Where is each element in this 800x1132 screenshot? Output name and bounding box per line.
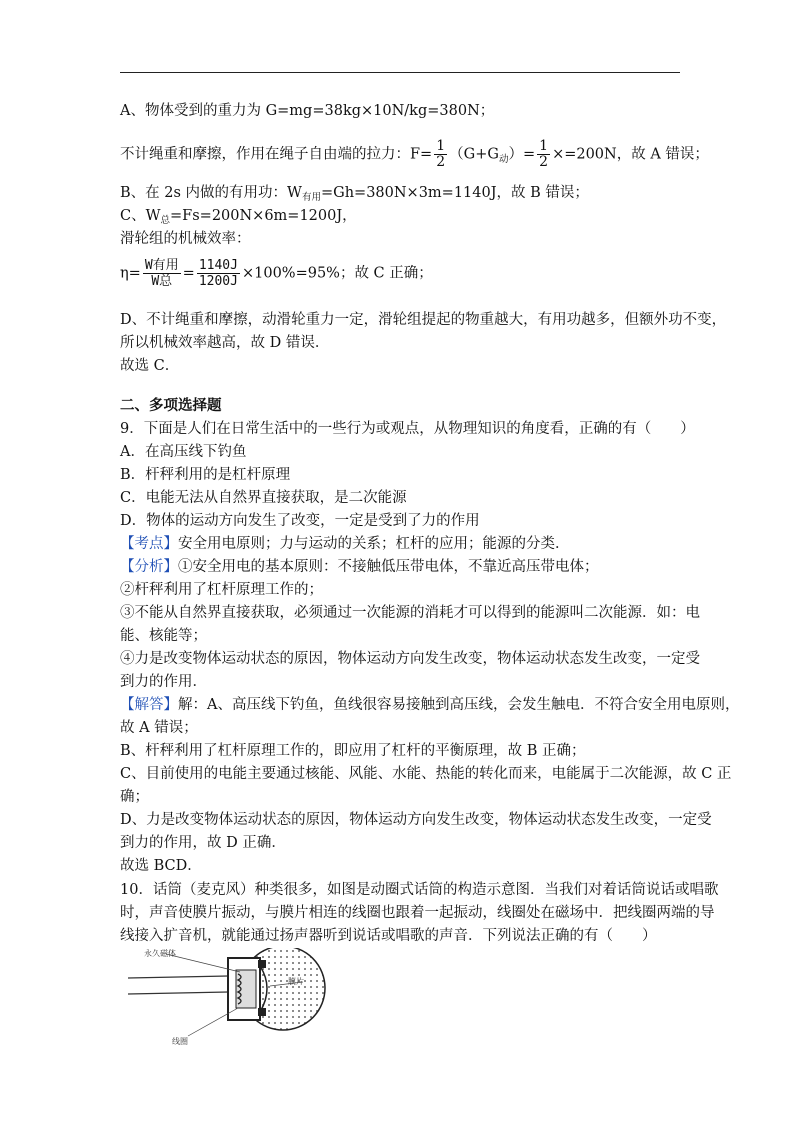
solution-line-a: A、物体受到的重力为 G=mg=38kg×10N/kg=380N； [120,103,495,119]
fraction-half-2: $\frac{1}{2}$ [539,138,549,170]
question-10-line-2: 时，声音使膜片振动，与膜片相连的线圈也跟着一起振动，线圈处在磁场中．把线圈两端的导 [120,905,715,921]
microphone-diagram [128,948,328,1048]
jieda-line-2: 故 A 错误； [120,720,198,736]
solution-answer: 故选 C． [120,358,180,374]
jieda-answer: 故选 BCD． [120,858,202,874]
header-rule [120,72,680,73]
jieda-line-6: D、力是改变物体运动状态的原因，物体运动方向发生改变，物体运动状态发生改变，一定受 [120,812,712,828]
kaodian-line: 【考点】安全用电原则；力与运动的关系；杠杆的应用；能源的分类． [120,536,570,552]
fenxi-line-6: 到力的作用． [120,674,207,690]
question-9: 9．下面是人们在日常生活中的一些行为或观点，从物理知识的角度看，正确的有（ ） [120,421,695,437]
solution-line-b: B、在 2s 内做的有用功：$W_{有用}=Gh=380N\times 3m=1140J$，故 B 错误； [120,185,589,203]
coil-leader-line [188,1008,238,1036]
fenxi-tag: 【分析】 [120,559,178,575]
solution-line-force: 不计绳重和摩擦，作用在绳子自由端的拉力：F= $\frac{1}{2}$ $(G+G_动)=$ $\frac{1}{2}$ ×=200N，故 A 错误； [120,138,709,170]
option-b: B．杆秤利用的是杠杆原理 [120,467,291,483]
housing-corner-top [258,960,266,968]
section-heading: 二、多项选择题 [120,398,222,414]
solution-line-d1: D、不计绳重和摩擦，动滑轮重力一定，滑轮组提起的物重越大，有用功越多，但额外功不变， [120,312,727,328]
permanent-magnet [236,970,256,1008]
jieda-line-3: B、杆秤利用了杠杆原理工作的，即应用了杠杆的平衡原理，故 B 正确； [120,743,586,759]
question-10-line-1: 10．话筒（麦克风）种类很多，如图是动圈式话筒的构造示意图．当我们对着话筒说话或唱歌 [120,882,719,898]
coil-label: 线圈 [172,1037,188,1046]
jieda-line-5: 确； [120,789,149,805]
question-10-line-3: 线接入扩音机，就能通过扬声器听到说话或唱歌的声音．下列说法正确的有（ ） [120,928,657,944]
fraction-half-1: $\frac{1}{2}$ [436,138,446,170]
fenxi-line-4: 能、核能等； [120,628,207,644]
solution-line-d2: 所以机械效率越高，故 D 错误． [120,335,330,351]
option-c: C．电能无法从自然界直接获取，是二次能源 [120,490,407,506]
fenxi-line-2: ②杆秤利用了杠杆原理工作的； [120,582,323,598]
jieda-line-4: C、目前使用的电能主要通过核能、风能、水能、热能的转化而来，电能属于二次能源，故 C 正 [120,766,732,782]
housing-corner-bottom [258,1008,266,1016]
fenxi-line-1: 【分析】①安全用电的基本原则：不接触低压带电体，不靠近高压带电体； [120,559,599,575]
membrane-label: 膜片 [288,977,304,986]
handle-bottom-edge [128,992,228,994]
efficiency-heading: 滑轮组的机械效率： [120,231,251,247]
fraction-joule-ratio: $\frac{1140J}{1200J}$ [198,258,238,289]
efficiency-formula: η= $\frac{\text{W有用}}{\text{W总}}$ = $\frac{1140J}{1200J}$ ×100%=95%；故 C 正确； [120,258,433,289]
kaodian-tag: 【考点】 [120,536,178,552]
jieda-tag: 【解答】 [120,697,178,713]
jieda-line-1: 【解答】解：A、高压线下钓鱼，鱼线很容易接触到高压线，会发生触电．不符合安全用电原则， [120,697,740,713]
jieda-line-7: 到力的作用，故 D 正确． [120,835,286,851]
fenxi-line-5: ④力是改变物体运动状态的原因，物体运动方向发生改变，物体运动状态发生改变，一定受 [120,651,700,667]
magnet-label: 永久磁体 [144,949,176,958]
option-a: A．在高压线下钓鱼 [120,444,247,460]
fraction-work-ratio: $\frac{\text{W有用}}{\text{W总}}$ [144,258,179,289]
handle-top-edge [128,976,228,978]
option-d: D．物体的运动方向发生了改变，一定是受到了力的作用 [120,513,480,529]
fenxi-line-3: ③不能从自然界直接获取，必须通过一次能源的消耗才可以得到的能源叫二次能源．如：电 [120,605,700,621]
solution-line-c: C、$W_总=Fs=200N\times 6m=1200J$， [120,208,357,226]
